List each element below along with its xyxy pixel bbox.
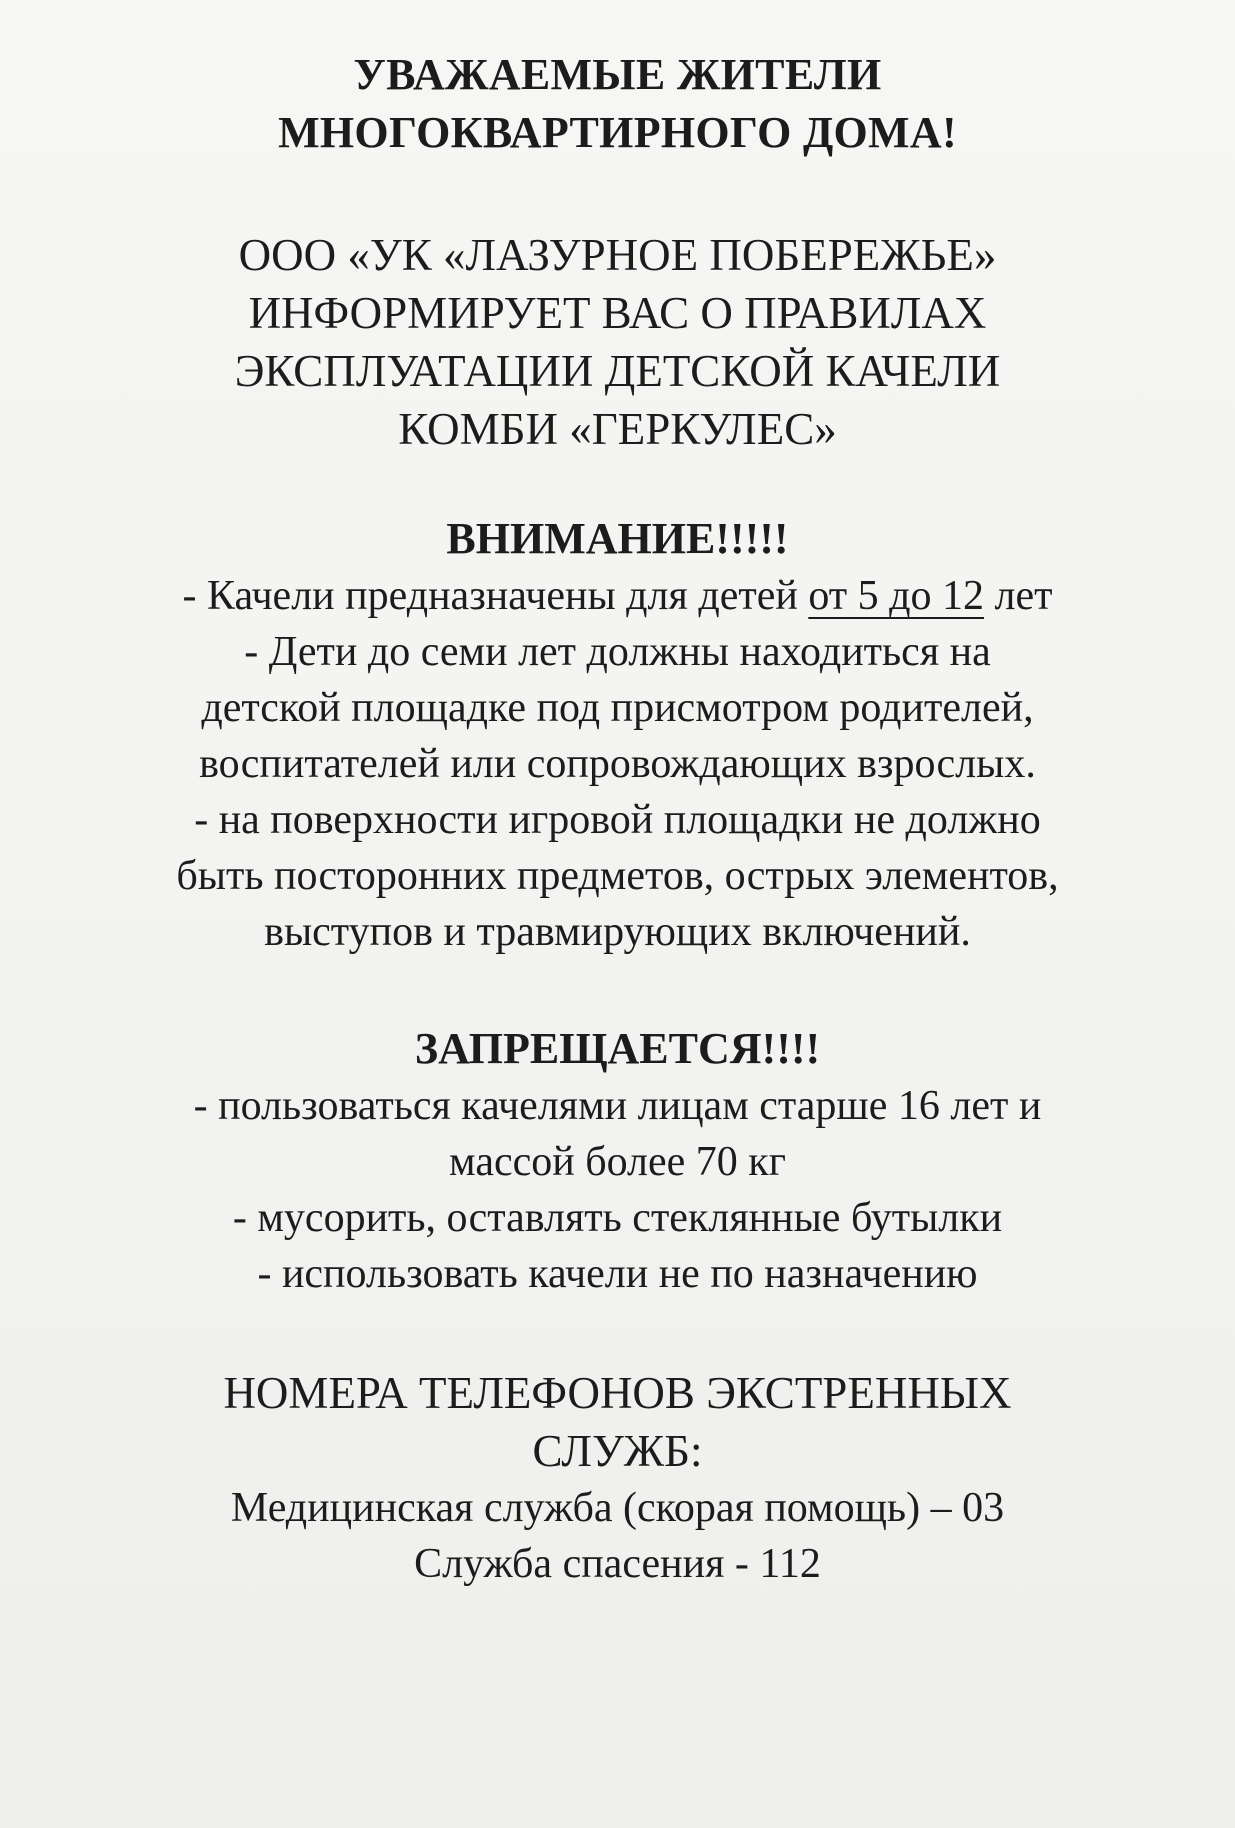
attention-line-7: выступов и травмирующих включений. (264, 909, 971, 955)
prohibited-line-3: - мусорить, оставлять стеклянные бутылки (232, 1195, 1003, 1241)
intro-line-3: ЭКСПЛУАТАЦИИ ДЕТСКОЙ КАЧЕЛИ (234, 346, 1001, 396)
attention-age-rule-end: лет (983, 573, 1053, 619)
prohibited-section (0, 1020, 1235, 1302)
spacer (0, 458, 1235, 510)
intro-line-2: ИНФОРМИРУЕТ ВАС О ПРАВИЛАХ (248, 288, 987, 338)
intro-section (0, 226, 1235, 458)
greeting-line-1: УВАЖАЕМЫЕ ЖИТЕЛИ (353, 50, 882, 99)
spacer (0, 960, 1235, 1020)
greeting-section (0, 46, 1235, 162)
attention-line-6: быть посторонних предметов, острых элементов, (176, 853, 1059, 899)
attention-line-3: детской площадке под присмотром родителей, (201, 685, 1034, 731)
intro-line-4: КОМБИ «ГЕРКУЛЕС» (398, 404, 837, 454)
spacer (0, 162, 1235, 226)
emergency-medical: Медицинская служба (скорая помощь) – 03 (230, 1485, 1005, 1531)
greeting-line-2: МНОГОКВАРТИРНОГО ДОМА! (278, 108, 957, 157)
prohibited-title: ЗАПРЕЩАЕТСЯ!!!! (414, 1024, 821, 1073)
prohibited-line-2: массой более 70 кг (449, 1139, 786, 1185)
intro-line-1: ООО «УК «ЛАЗУРНОЕ ПОБЕРЕЖЬЕ» (238, 230, 997, 280)
emergency-rescue: Служба спасения - 112 (414, 1541, 821, 1587)
attention-line-5: - на поверхности игровой площадки не должно (194, 797, 1041, 843)
prohibited-line-1: - пользоваться качелями лицам старше 16 лет и (193, 1083, 1042, 1129)
emergency-section (0, 1364, 1235, 1592)
spacer (0, 1302, 1235, 1364)
attention-age-rule-start: - Качели предназначены для детей (182, 573, 809, 619)
attention-age-rule (0, 568, 1235, 624)
prohibited-line-4: - использовать качели не по назначению (257, 1251, 978, 1297)
attention-age-range: от 5 до 12 (808, 573, 984, 619)
emergency-title-line-2: СЛУЖБ: (532, 1426, 703, 1476)
attention-line-2: - Дети до семи лет должны находиться на (244, 629, 991, 675)
attention-title: ВНИМАНИЕ!!!!! (446, 514, 789, 563)
attention-section (0, 510, 1235, 960)
attention-line-4: воспитателей или сопровождающих взрослых. (199, 741, 1036, 787)
emergency-title-line-1: НОМЕРА ТЕЛЕФОНОВ ЭКСТРЕННЫХ (223, 1368, 1012, 1418)
